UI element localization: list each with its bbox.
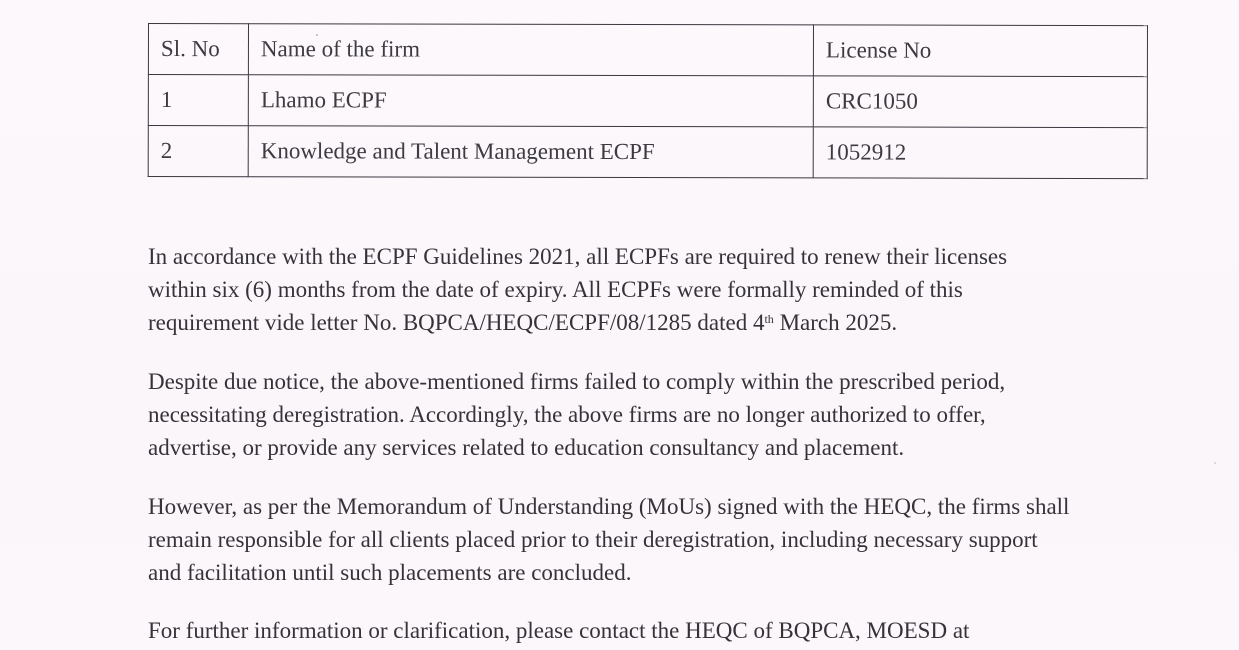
paragraph-mou-responsibility bbox=[148, 490, 1148, 589]
text-line: advertise, or provide any services related to education consultancy and placement. bbox=[148, 435, 905, 460]
text-line: remain responsible for all clients placed prior to their deregistration, including necessary support bbox=[148, 527, 1038, 552]
cut-off-text-line bbox=[350, 0, 1070, 3]
table-row bbox=[148, 126, 1147, 179]
header-sl-no: Sl. No bbox=[148, 24, 248, 75]
header-firm-name: Name of the firm bbox=[248, 24, 813, 76]
text-line: necessitating deregistration. Accordingly, the above firms are no longer authorized to offer, bbox=[148, 402, 986, 427]
text-line: March 2025. bbox=[773, 310, 898, 335]
scan-speck bbox=[1214, 462, 1216, 464]
paragraph-contact-information bbox=[148, 614, 1148, 647]
cell-firm-name: Lhamo ECPF bbox=[248, 75, 813, 127]
cell-sl-no: 2 bbox=[148, 126, 248, 177]
cell-sl-no: 1 bbox=[148, 75, 248, 126]
text-line: within six (6) months from the date of expiry. All ECPFs were formally reminded of this bbox=[148, 277, 963, 302]
text-line: requirement vide letter No. BQPCA/HEQC/ECPF/08/1285 dated 4 bbox=[148, 310, 765, 335]
paragraph-renewal-requirement bbox=[148, 240, 1148, 339]
cell-license-no: CRC1050 bbox=[813, 76, 1147, 128]
scan-speck bbox=[316, 34, 318, 36]
table-row bbox=[148, 75, 1147, 128]
text-line: However, as per the Memorandum of Understanding (MoUs) signed with the HEQC, the firms shall bbox=[148, 494, 1070, 519]
header-license-no: License No bbox=[813, 25, 1147, 77]
cell-license-no: 1052912 bbox=[813, 127, 1147, 179]
ordinal-suffix: th bbox=[764, 312, 774, 326]
text-line: and facilitation until such placements are concluded. bbox=[148, 560, 632, 585]
text-line: In accordance with the ECPF Guidelines 2021, all ECPFs are required to renew their licenses bbox=[148, 244, 1008, 269]
cell-firm-name: Knowledge and Talent Management ECPF bbox=[248, 126, 813, 178]
paragraph-deregistration bbox=[148, 365, 1148, 464]
text-line: For further information or clarification, please contact the HEQC of BQPCA, MOESD at bbox=[148, 618, 970, 643]
table-header-row bbox=[148, 24, 1147, 77]
text-line: Despite due notice, the above-mentioned firms failed to comply within the prescribed period, bbox=[148, 369, 1006, 394]
deregistered-firms-table bbox=[148, 23, 1148, 179]
